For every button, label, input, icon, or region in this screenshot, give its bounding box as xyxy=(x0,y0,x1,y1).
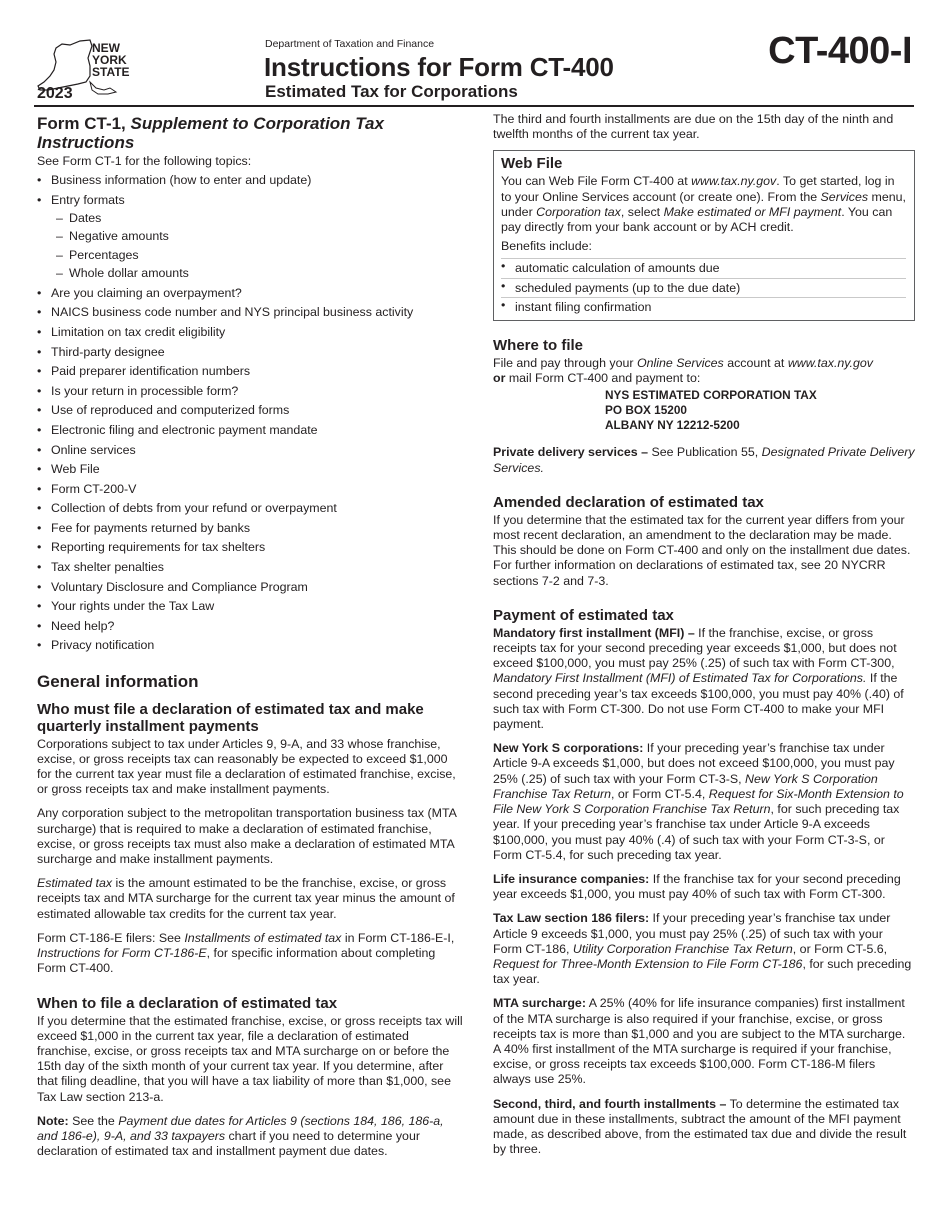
when-paragraph: If you determine that the estimated franchise, excise, or gross receipts tax will exceed $1,000 in the current tax year, file a declaration of estimated franchise, excise, or gross receipts tax and MTA surcharge on or before the 15th day of the sixth month of your current tax year. If you determine, after that filing deadline, that you will have a tax liability of more than $1,000, see Tax Law section 213-a. xyxy=(37,1013,463,1104)
logo-year: 2023 xyxy=(37,85,73,100)
list-item: – Whole dollar amounts xyxy=(51,266,463,281)
who-paragraph-3: Estimated tax is the amount estimated to be the franchise, excise, or gross receipts tax and MTA surcharge for the current tax year minus the amount of estimated allowable tax credits for the current tax year. xyxy=(37,876,455,921)
payment-heading: Payment of estimated tax xyxy=(493,606,674,624)
logo-york: YORK xyxy=(92,53,127,67)
later-installments-paragraph: Second, third, and fourth installments – To determine the estimated tax amount due in these installments, subtract the amount of the MFI payment made, as described above, from the estimated tax due and divide the result by three. xyxy=(493,1096,907,1157)
who-paragraph-1: Corporations subject to tax under Articles 9, 9-A, and 33 whose franchise, excise, or gross receipts tax can reasonably be expected to exceed $1,000 for the current tax year must file a declaration of estimated franchise, excise, or gross receipts tax and make installment payments. xyxy=(37,736,456,797)
page-header xyxy=(0,0,950,108)
list-item: – Dates xyxy=(51,211,463,226)
where-paragraph: File and pay through your Online Services account at www.tax.ny.gov or mail Form CT-400 and payment to: xyxy=(493,356,873,386)
list-item: • Need help? xyxy=(37,619,463,634)
list-item: • Third-party designee xyxy=(37,345,463,360)
list-item: • Online services xyxy=(37,443,463,458)
list-item: – Percentages xyxy=(51,248,463,263)
private-delivery-paragraph: Private delivery services – See Publication 55, Designated Private Delivery Services. xyxy=(493,445,915,475)
entry-formats-list xyxy=(51,211,463,281)
third-fourth-installments: The third and fourth installments are due on the 15th day of the ninth and twelfth months of the current tax year. xyxy=(493,112,894,142)
logo-state: STATE xyxy=(92,65,130,79)
right-column xyxy=(493,112,915,1166)
list-item: • Business information (how to enter and update) xyxy=(37,173,463,188)
tax-website-link[interactable]: www.tax.ny.gov xyxy=(787,356,873,371)
list-item: • Paid preparer identification numbers xyxy=(37,364,463,379)
general-info-heading: General information xyxy=(37,671,199,691)
list-item: • Privacy notification xyxy=(37,638,463,653)
where-to-file-heading: Where to file xyxy=(493,337,584,355)
list-item: • Is your return in processible form? xyxy=(37,384,463,399)
benefits-label: Benefits include: xyxy=(501,239,592,254)
mailing-address: NYS ESTIMATED CORPORATION TAX PO BOX 15200 ALBANY NY 12212-5200 xyxy=(605,388,817,433)
document-subtitle: Estimated Tax for Corporations xyxy=(265,82,518,101)
web-file-paragraph: You can Web File Form CT-400 at www.tax.ny.gov. To get started, log in to your Online Services account (or create one). From the Services menu, under Corporation tax, select Make estimated or MFI payment. You can pay directly from your bank account or by ACH credit. xyxy=(501,174,906,235)
list-item: • Use of reproduced and computerized forms xyxy=(37,403,463,418)
list-item: • Are you claiming an overpayment? xyxy=(37,286,463,301)
web-file-link[interactable]: www.tax.ny.gov xyxy=(691,174,777,189)
list-item: • Reporting requirements for tax shelters xyxy=(37,540,463,555)
list-item: • Tax shelter penalties xyxy=(37,560,463,575)
list-item: • Limitation on tax credit eligibility xyxy=(37,325,463,340)
who-paragraph-2: Any corporation subject to the metropolitan transportation business tax (MTA surcharge) that is required to make a declaration of estimated franchise, excise, or gross receipts tax must also make a declaration of estimated MTA surcharge and make installment payments. xyxy=(37,806,457,867)
section-186-paragraph: Tax Law section 186 filers: If your preceding year’s franchise tax under Article 9 exceeds $1,000, you must pay 25% (.25) of such tax with your Form CT-186, Utility Corporation Franchise Tax Return, or Form CT-5.6, Request for Three-Month Extension to File Form CT-186, for such preceding tax year. xyxy=(493,911,912,987)
ny-s-corporations-paragraph: New York S corporations: If your preceding year’s franchise tax under Article 9-A exceeds $1,000, but does not exceed $100,000, you must pay 25% (.25) of such tax with your Form CT-3-S, New York S Corporation Franchise Tax Return, or Form CT-5.4, Request for Six-Month Extension to File New York S Corporation Franchise Tax Return, for such preceding tax year. If your preceding year’s franchise tax under Article 9-A exceeds $100,000, you must pay 40% (.4) of such tax with your Form CT-3-S, or Form CT-5.4, for such preceding tax year. xyxy=(493,741,904,862)
list-item: • Your rights under the Tax Law xyxy=(37,599,463,614)
list-item: • scheduled payments (up to the due date) xyxy=(501,278,906,297)
who-paragraph-4: Form CT-186-E filers: See Installments of estimated tax in Form CT-186-E-I, Instructions for Form CT-186-E, for specific information about completing Form CT-400. xyxy=(37,930,455,976)
list-item: • Fee for payments returned by banks xyxy=(37,521,463,536)
benefits-list xyxy=(501,258,906,316)
left-column xyxy=(37,112,463,1168)
when-to-file-heading: When to file a declaration of estimated tax xyxy=(37,994,338,1012)
logo-new: NEW xyxy=(92,41,120,55)
web-file-box xyxy=(493,150,915,321)
list-item: • Collection of debts from your refund or overpayment xyxy=(37,501,463,516)
department-name: Department of Taxation and Finance xyxy=(265,38,435,50)
list-item: • Electronic filing and electronic payment mandate xyxy=(37,423,463,438)
mta-surcharge-paragraph: MTA surcharge: A 25% (40% for life insurance companies) first installment of the MTA surcharge is also required if your franchise, excise, or gross receipts tax is more than $1,000 and you are subject to the MTA surcharge. A 40% first installment of the MTA surcharge is required if your franchise, excise, or gross receipts tax exceeds $100,000. Form CT-186-M filers always use 25%. xyxy=(493,996,906,1087)
list-item: • Web File xyxy=(37,462,463,477)
list-item: • instant filing confirmation xyxy=(501,297,906,316)
list-item: • Entry formats – Dates – Negative amounts – Percentages – Whole dollar amounts xyxy=(37,193,463,282)
amended-paragraph: If you determine that the estimated tax for the current year differs from your most recent declaration, an amendment to the declaration may be made. This should be done on Form CT-400 and only on the installment due dates. For further information on declarations of estimated tax, see 20 NYCRR sections 7-2 and 7-3. xyxy=(493,512,911,588)
list-item: • Voluntary Disclosure and Compliance Program xyxy=(37,580,463,595)
amended-declaration-heading: Amended declaration of estimated tax xyxy=(493,493,764,511)
web-file-heading: Web File xyxy=(501,155,563,173)
new-york-state-logo xyxy=(34,36,144,100)
list-item: • Form CT-200-V xyxy=(37,482,463,497)
document-title: Instructions for Form CT-400 xyxy=(264,52,614,82)
ct1-heading: Form CT-1, Supplement to Corporation Tax Instructions xyxy=(37,114,384,152)
list-item: • automatic calculation of amounts due xyxy=(501,258,906,277)
mfi-paragraph: Mandatory first installment (MFI) – If the franchise, excise, or gross receipts tax for your second preceding year exceeds $1,000, but does not exceed $100,000, you must pay 25% (.25) of such tax with Form CT-300, Mandatory First Installment (MFI) of Estimated Tax for Corporations. If the second preceding year’s tax exceeds $100,000, you must pay 40% (.40) of such tax with Form CT-300. Do not use Form CT-400 to make your MFI payment. xyxy=(493,625,904,732)
note-paragraph: Note: See the Payment due dates for Articles 9 (sections 184, 186, 186-a, and 186-e), 9-A, and 33 taxpayers chart if you need to determine your declaration of estimated tax and installment payment due dates. xyxy=(37,1113,444,1159)
form-number: CT-400-I xyxy=(768,30,912,72)
ct1-intro: See Form CT-1 for the following topics: xyxy=(37,154,252,168)
who-must-file-heading: Who must file a declaration of estimated tax and make quarterly installment payments xyxy=(37,700,424,735)
ct1-topic-list xyxy=(37,173,463,653)
header-rule xyxy=(34,105,914,107)
life-insurance-paragraph: Life insurance companies: If the franchise tax for your second preceding year exceeds $1,000, you must pay 40% of such tax with Form CT-300. xyxy=(493,871,901,902)
list-item: • NAICS business code number and NYS principal business activity xyxy=(37,305,463,320)
list-item: – Negative amounts xyxy=(51,229,463,244)
